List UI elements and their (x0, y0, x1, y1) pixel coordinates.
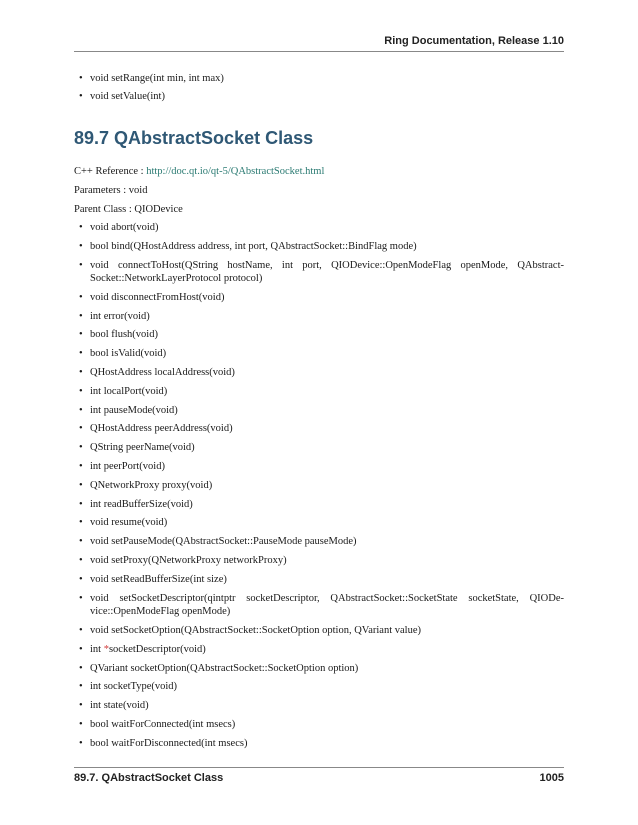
footer-section-ref: 89.7. QAbstractSocket Class (74, 772, 224, 784)
method-text: void setReadBufferSize(int size) (90, 573, 227, 585)
method-item (74, 516, 564, 530)
method-text: int readBufferSize(void) (90, 498, 193, 510)
bullet-icon: • (79, 718, 83, 730)
bullet-icon: • (79, 624, 83, 636)
method-text: void connectToHost(QString hostName, int port, QIODevice::OpenModeFlag openMode, QAbstract-Socket::NetworkLayerProtocol protocol) (90, 259, 564, 285)
parameters-line: Parameters : void (74, 185, 148, 196)
cpp-reference-label: C++ Reference : (74, 166, 147, 177)
method-item (74, 680, 564, 694)
method-item (74, 643, 564, 657)
section-title: 89.7 QAbstractSocket Class (74, 128, 314, 148)
method-text: void setSocketOption(QAbstractSocket::SocketOption option, QVariant value) (90, 624, 421, 636)
bullet-icon: • (79, 643, 83, 655)
method-text: void resume(void) (90, 517, 168, 529)
method-item (74, 573, 564, 587)
method-text: void abort(void) (90, 222, 159, 233)
bullet-icon: • (79, 385, 83, 397)
list-item (74, 72, 564, 86)
method-text: bool flush(void) (90, 329, 158, 341)
method-text: int state(void) (90, 700, 149, 712)
bullet-icon: • (79, 592, 83, 604)
method-text: QNetworkProxy proxy(void) (90, 479, 213, 491)
method-text: void setPauseMode(QAbstractSocket::PauseMode pauseMode) (90, 536, 357, 548)
method-text: void setSocketDescriptor(qintptr socketDescriptor, QAbstractSocket::SocketState socketState, QIODe-vice::OpenModeFlag openMode) (90, 592, 564, 618)
method-text: QString peerName(void) (90, 442, 195, 454)
method-item (74, 404, 564, 418)
method-item (74, 718, 564, 732)
bullet-icon: • (79, 573, 83, 585)
list-item-text: void setValue(int) (90, 91, 165, 103)
method-text: int localPort(void) (90, 385, 168, 397)
method-item (74, 240, 564, 254)
bullet-icon: • (79, 700, 83, 712)
list-item-text: void setRange(int min, int max) (90, 73, 224, 84)
method-item (74, 460, 564, 474)
method-item (74, 498, 564, 512)
method-text: bool waitForDisconnected(int msecs) (90, 737, 248, 749)
method-item (74, 624, 564, 638)
previous-section-list (74, 72, 564, 108)
method-text: bool isValid(void) (90, 348, 167, 360)
bullet-icon: • (79, 91, 83, 103)
method-item (74, 221, 564, 235)
method-text: QHostAddress localAddress(void) (90, 367, 235, 379)
method-text: bool bind(QHostAddress address, int port, QAbstractSocket::BindFlag mode) (90, 240, 417, 252)
parent-class-line: Parent Class : QIODevice (74, 204, 183, 215)
cpp-reference-line (74, 165, 564, 178)
method-item (74, 479, 564, 493)
method-item (74, 347, 564, 361)
bullet-icon: • (79, 662, 83, 674)
bullet-icon: • (79, 329, 83, 341)
bullet-icon: • (79, 479, 83, 491)
method-text: QVariant socketOption(QAbstractSocket::SocketOption option) (90, 662, 359, 674)
method-item (74, 699, 564, 713)
method-text: int peerPort(void) (90, 461, 165, 473)
bullet-icon: • (79, 423, 83, 435)
bullet-icon: • (79, 498, 83, 510)
method-text-prefix: int (90, 643, 104, 655)
method-text: QHostAddress peerAddress(void) (90, 423, 233, 435)
method-text-rest: socketDescriptor(void) (108, 643, 206, 655)
pointer-star: * (103, 643, 109, 655)
bullet-icon: • (79, 737, 83, 749)
method-text: int socketType(void) (90, 681, 178, 693)
method-item (74, 535, 564, 549)
method-item (74, 259, 564, 286)
method-item (74, 737, 564, 751)
cpp-reference-link[interactable]: http://doc.qt.io/qt-5/QAbstractSocket.html (146, 166, 325, 177)
method-item (74, 441, 564, 455)
method-item (74, 366, 564, 380)
method-item (74, 310, 564, 324)
bullet-icon: • (79, 517, 83, 529)
method-item (74, 385, 564, 399)
bullet-icon: • (79, 404, 83, 416)
bullet-icon: • (79, 73, 83, 84)
bullet-icon: • (79, 442, 83, 454)
bullet-icon: • (79, 291, 83, 303)
method-item (74, 662, 564, 676)
method-item (74, 554, 564, 568)
running-header: Ring Documentation, Release 1.10 (384, 35, 564, 47)
method-text: void setProxy(QNetworkProxy networkProxy) (90, 555, 287, 567)
bullet-icon: • (79, 367, 83, 379)
bullet-icon: • (79, 259, 83, 271)
page-number: 1005 (539, 772, 564, 784)
method-text: int error(void) (90, 310, 150, 322)
footer-divider (74, 767, 564, 768)
bullet-icon: • (79, 461, 83, 473)
bullet-icon: • (79, 222, 83, 233)
bullet-icon: • (79, 555, 83, 567)
method-text: int pauseMode(void) (90, 404, 178, 416)
bullet-icon: • (79, 240, 83, 252)
method-item (74, 592, 564, 619)
list-item (74, 90, 564, 104)
bullet-icon: • (79, 310, 83, 322)
method-item (74, 328, 564, 342)
method-list (74, 221, 564, 756)
method-item (74, 291, 564, 305)
method-text: bool waitForConnected(int msecs) (90, 718, 236, 730)
method-item (74, 422, 564, 436)
bullet-icon: • (79, 348, 83, 360)
bullet-icon: • (79, 681, 83, 693)
method-text: void disconnectFromHost(void) (90, 291, 225, 303)
bullet-icon: • (79, 536, 83, 548)
header-divider (74, 51, 564, 52)
